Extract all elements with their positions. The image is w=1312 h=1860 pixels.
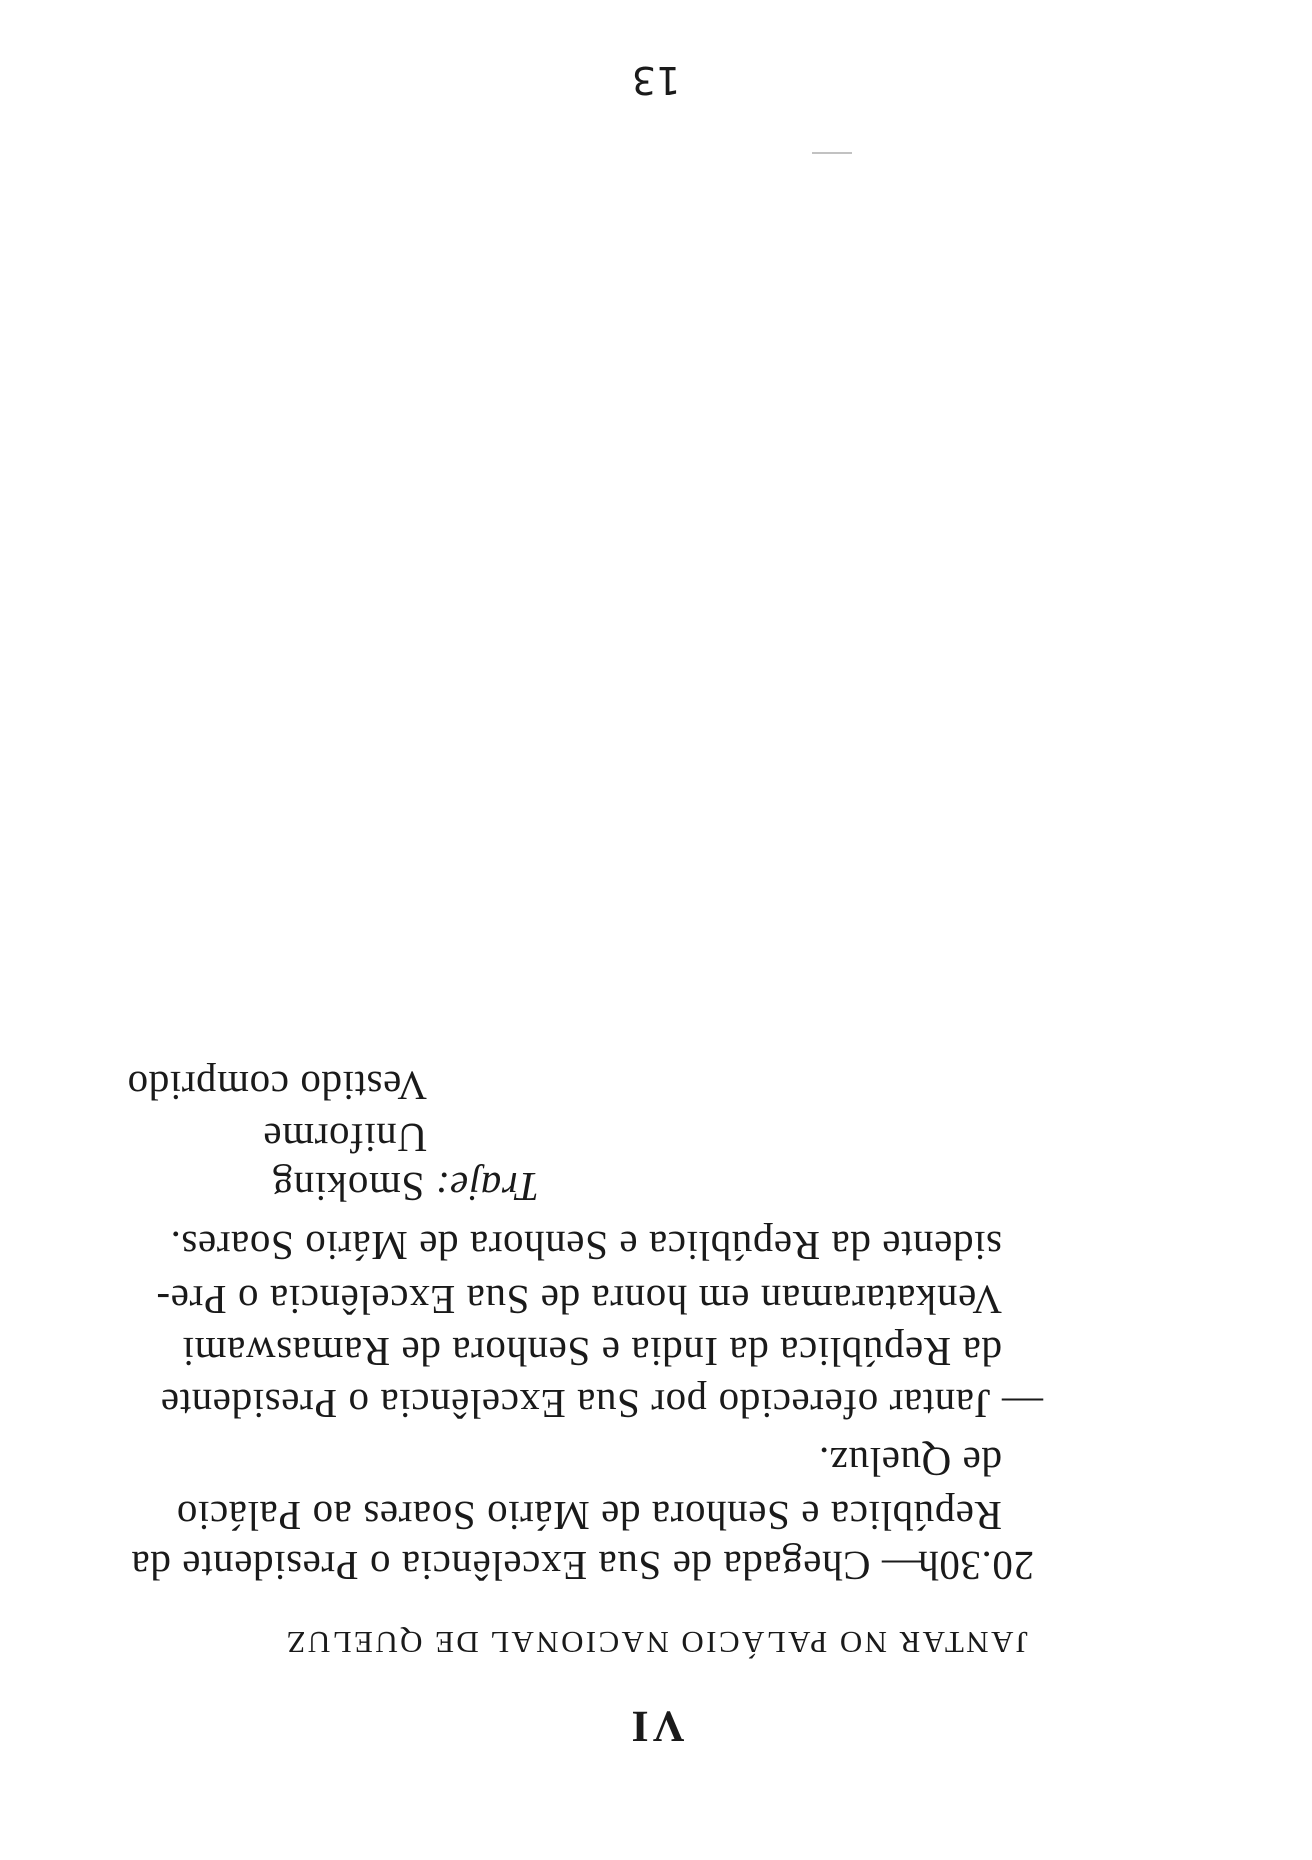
- page-number: 13: [631, 58, 681, 102]
- section-number: VI: [627, 1702, 685, 1751]
- dress-code-option: Vestido comprido: [127, 1063, 427, 1109]
- dinner-line: Venkataraman em honra de Sua Excelência o Pre-: [155, 1277, 1002, 1323]
- arrival-line: República e Senhora de Mário Soares ao Palácio: [176, 1493, 1002, 1539]
- dinner-line: — Jantar oferecido por Sua Excelência o Presidente: [160, 1381, 1043, 1427]
- section-heading: JANTAR NO PALÁCIO NACIONAL DE QUELUZ: [284, 1625, 1028, 1660]
- arrival-line: de Queluz.: [818, 1439, 1002, 1485]
- scan-mark: [812, 152, 852, 154]
- entry-time: 20.30h: [917, 1543, 1034, 1589]
- dress-code-option: Smoking: [272, 1164, 425, 1210]
- dress-code-option: Uniforme: [262, 1115, 427, 1161]
- dress-code-label: Traje:: [435, 1164, 539, 1210]
- dress-code-row: [272, 1163, 539, 1211]
- arrival-line: — Chegada de Sua Excelência o Presidente da: [131, 1543, 923, 1589]
- dinner-line: sidente da República e Senhora de Mário Soares.: [169, 1223, 1002, 1269]
- dinner-line: da República da India e Senhora de Ramaswami: [182, 1329, 1002, 1375]
